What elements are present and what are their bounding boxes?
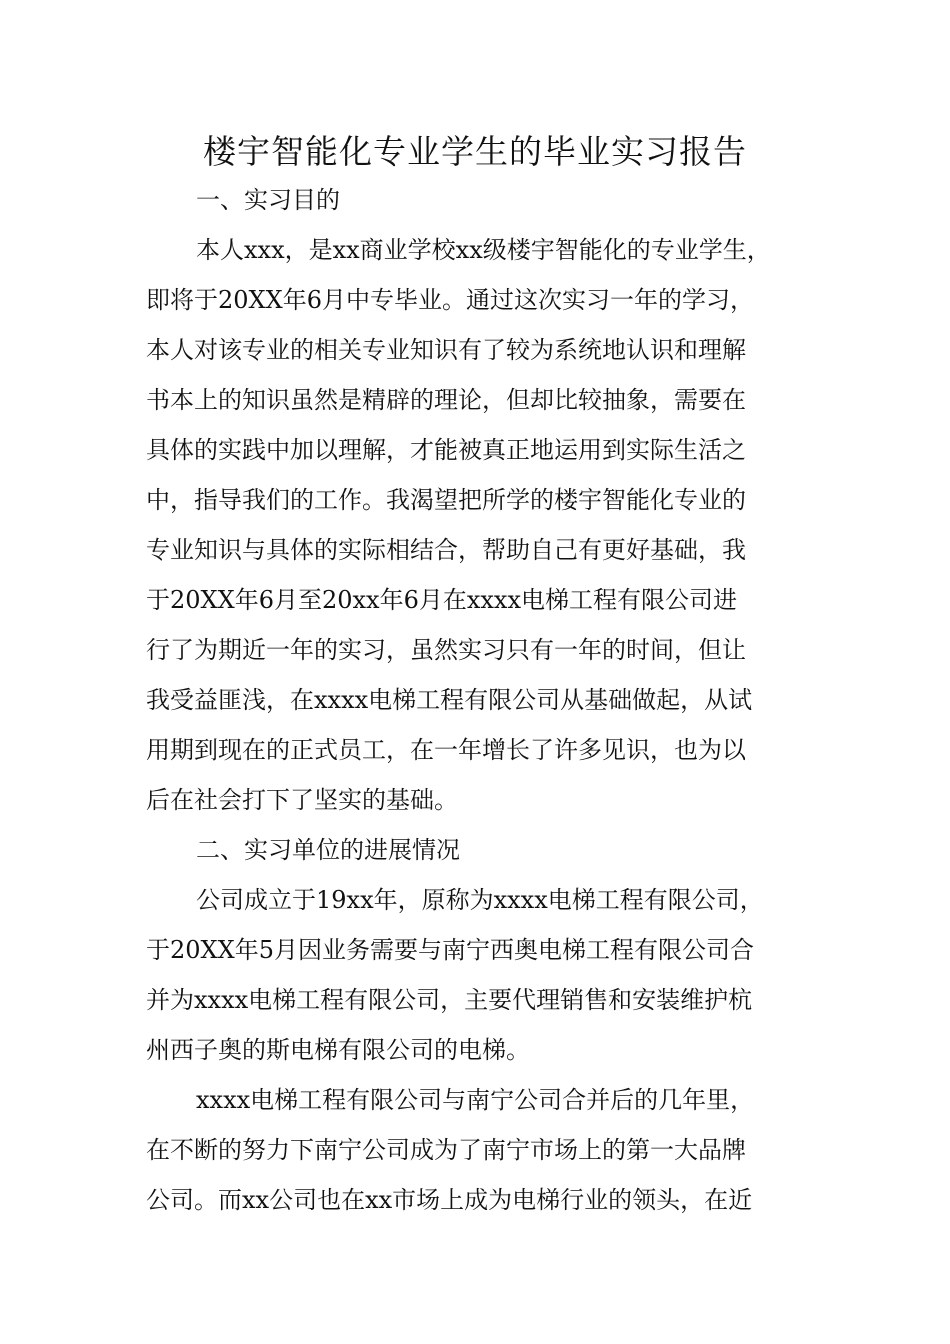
body-line: 专业知识与具体的实际相结合，帮助自己有更好基础，我	[146, 536, 746, 564]
document-title: 楼宇智能化专业学生的毕业实习报告	[203, 132, 747, 171]
body-line: 州西子奥的斯电梯有限公司的电梯。	[146, 1036, 530, 1064]
body-line: 用期到现在的正式员工，在一年增长了许多见识，也为以	[146, 736, 746, 764]
body-line: 公司成立于19xx年，原称为xxxx电梯工程有限公司，	[196, 886, 764, 914]
body-line: 后在社会打下了坚实的基础。	[146, 786, 458, 814]
body-line: 中，指导我们的工作。我渴望把所学的楼宇智能化专业的	[146, 486, 746, 514]
section-heading-purpose: 一、实习目的	[196, 186, 340, 214]
body-line: 即将于20XX年6月中专毕业。通过这次实习一年的学习，	[146, 286, 754, 314]
body-line: xxxx电梯工程有限公司与南宁公司合并后的几年里，	[196, 1086, 755, 1114]
body-line: 在不断的努力下南宁公司成为了南宁市场上的第一大品牌	[146, 1136, 746, 1164]
body-line: 书本上的知识虽然是精辟的理论，但却比较抽象，需要在	[146, 386, 746, 414]
body-line: 于20XX年5月因业务需要与南宁西奥电梯工程有限公司合	[146, 936, 754, 964]
section-heading-company: 二、实习单位的进展情况	[196, 836, 460, 864]
body-line: 具体的实践中加以理解，才能被真正地运用到实际生活之	[146, 436, 746, 464]
body-line: 公司。而xx公司也在xx市场上成为电梯行业的领头，在近	[146, 1186, 753, 1214]
body-line: 本人xxx，是xx商业学校xx级楼宇智能化的专业学生，	[196, 236, 771, 264]
body-line: 本人对该专业的相关专业知识有了较为系统地认识和理解	[146, 336, 746, 364]
body-line: 于20XX年6月至20xx年6月在xxxx电梯工程有限公司进	[146, 586, 737, 614]
body-line: 我受益匪浅，在xxxx电梯工程有限公司从基础做起，从试	[146, 686, 753, 714]
body-line: 并为xxxx电梯工程有限公司，主要代理销售和安装维护杭	[146, 986, 753, 1014]
body-line: 行了为期近一年的实习，虽然实习只有一年的时间，但让	[146, 636, 746, 664]
